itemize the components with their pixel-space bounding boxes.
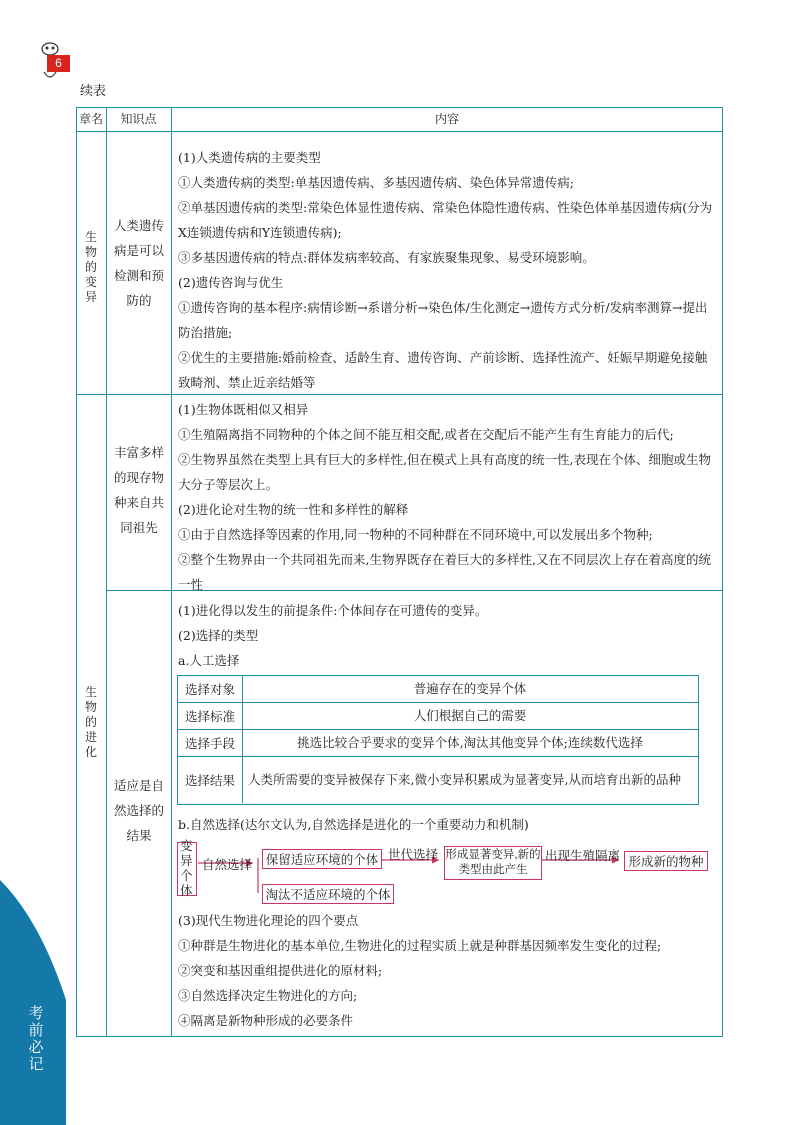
sel-value: 挑选比较合乎要求的变异个体,淘汰其他变异个体;连续数代选择 bbox=[297, 735, 643, 750]
side-tab-label: 考前必记 bbox=[28, 1005, 44, 1073]
col-divider-2 bbox=[171, 107, 172, 1037]
table-row bbox=[178, 756, 698, 803]
flow-new-species: 形成新的物种 bbox=[624, 851, 708, 871]
table-row bbox=[178, 702, 698, 729]
content-line: ①遗传咨询的基本程序:病情诊断→系谱分析→染色体/生化测定→遗传方式分析/发病率测算→提出防治措施; bbox=[178, 300, 708, 340]
content-line: ②整个生物界由一个共同祖先而来,生物界既存在着巨大的多样性,又在不同层次上存在着高度的统一性 bbox=[178, 552, 711, 592]
flow-isolation: 出现生殖隔离 bbox=[545, 849, 621, 863]
kp-common-ancestor: 丰富多样的现存物种来自共同祖先 bbox=[113, 445, 164, 535]
page-number: 6 bbox=[47, 55, 70, 72]
sel-label: 选择标准 bbox=[178, 703, 243, 729]
sel-value: 人类所需要的变异被保存下来,微小变异积累成为显著变异,从而培育出新的品种 bbox=[248, 772, 681, 787]
flow-natural-selection: 自然选择 bbox=[202, 858, 253, 872]
natural-selection-title: b.自然选择(达尔文认为,自然选择是进化的一个重要动力和机制) bbox=[178, 817, 529, 832]
sel-value: 普遍存在的变异个体 bbox=[413, 681, 527, 696]
flow-eliminate: 淘汰不适应环境的个体 bbox=[262, 884, 394, 904]
content-line: ③多基因遗传病的特点:群体发病率较高、有家族聚集现象、易受环境影响。 bbox=[178, 250, 595, 265]
content-line: ①人类遗传病的类型:单基因遗传病、多基因遗传病、染色体异常遗传病; bbox=[178, 175, 574, 190]
flow-new-type: 形成显著变异,新的类型由此产生 bbox=[444, 846, 542, 880]
sel-label: 选择结果 bbox=[178, 757, 243, 803]
content-line: ②突变和基因重组提供进化的原材料; bbox=[178, 963, 383, 978]
continued-label: 续表 bbox=[80, 84, 107, 99]
col-divider-1 bbox=[106, 107, 107, 1037]
content-line: ②单基因遗传病的类型:常染色体显性遗传病、常染色体隐性遗传病、性染色体单基因遗传病(分为X连锁遗传病和Y连锁遗传病); bbox=[178, 200, 713, 240]
flow-variation: 变异个体 bbox=[177, 842, 197, 896]
flow-generations: 世代选择 bbox=[388, 848, 439, 862]
sel-value: 人们根据自己的需要 bbox=[413, 708, 527, 723]
content-line: ①由于自然选择等因素的作用,同一物种的不同种群在不同环境中,可以发展出多个物种; bbox=[178, 527, 653, 542]
content-line: (1)进化得以发生的前提条件:个体间存在可遗传的变异。 bbox=[178, 603, 488, 618]
artificial-selection-table bbox=[177, 675, 699, 805]
kp-genetic-disease: 人类遗传病是可以检测和预防的 bbox=[113, 218, 164, 308]
content-line: (1)生物体既相似又相异 bbox=[178, 402, 309, 417]
content-line: (1)人类遗传病的主要类型 bbox=[178, 150, 321, 165]
header-chapter: 章名 bbox=[78, 112, 103, 126]
content-line: ③自然选择决定生物进化的方向; bbox=[178, 988, 358, 1003]
content-line: (2)遗传咨询与优生 bbox=[178, 275, 284, 290]
kp-adaptation: 适应是自然选择的结果 bbox=[113, 778, 164, 843]
content-line: ①生殖隔离指不同物种的个体之间不能互相交配,或者在交配后不能产生有生育能力的后代; bbox=[178, 427, 674, 442]
table-row bbox=[178, 729, 698, 756]
content-line: (3)现代生物进化理论的四个要点 bbox=[178, 913, 359, 928]
content-line: ②优生的主要措施:婚前检查、适龄生育、遗传咨询、产前诊断、选择性流产、妊娠早期避免接触致畸剂、禁止近亲结婚等 bbox=[178, 350, 708, 390]
sel-label: 选择对象 bbox=[178, 676, 243, 702]
header-divider bbox=[76, 131, 723, 132]
content-line: ④隔离是新物种形成的必要条件 bbox=[178, 1013, 354, 1028]
content-line: (2)进化论对生物的统一性和多样性的解释 bbox=[178, 502, 409, 517]
content-adaptation-intro bbox=[178, 598, 718, 673]
content-common-ancestor bbox=[178, 397, 718, 597]
content-line: ①种群是生物进化的基本单位,生物进化的过程实质上就是种群基因频率发生变化的过程; bbox=[178, 938, 662, 953]
chapter-variation: 生物的变异 bbox=[84, 230, 97, 304]
content-line: a.人工选择 bbox=[178, 653, 240, 668]
table-row bbox=[178, 676, 698, 702]
flow-keep: 保留适应环境的个体 bbox=[262, 849, 382, 869]
header-knowledge-point: 知识点 bbox=[120, 112, 157, 126]
content-genetic-disease bbox=[178, 145, 718, 395]
content-line: (2)选择的类型 bbox=[178, 628, 259, 643]
chapter-evolution: 生物的进化 bbox=[84, 685, 97, 759]
content-modern-theory bbox=[178, 908, 718, 1033]
content-line: ②生物界虽然在类型上具有巨大的多样性,但在模式上具有高度的统一性,表现在个体、细胞或生物大分子等层次上。 bbox=[178, 452, 711, 492]
header-content: 内容 bbox=[434, 112, 459, 126]
side-tab-shape bbox=[0, 880, 66, 1125]
sel-label: 选择手段 bbox=[178, 730, 243, 756]
